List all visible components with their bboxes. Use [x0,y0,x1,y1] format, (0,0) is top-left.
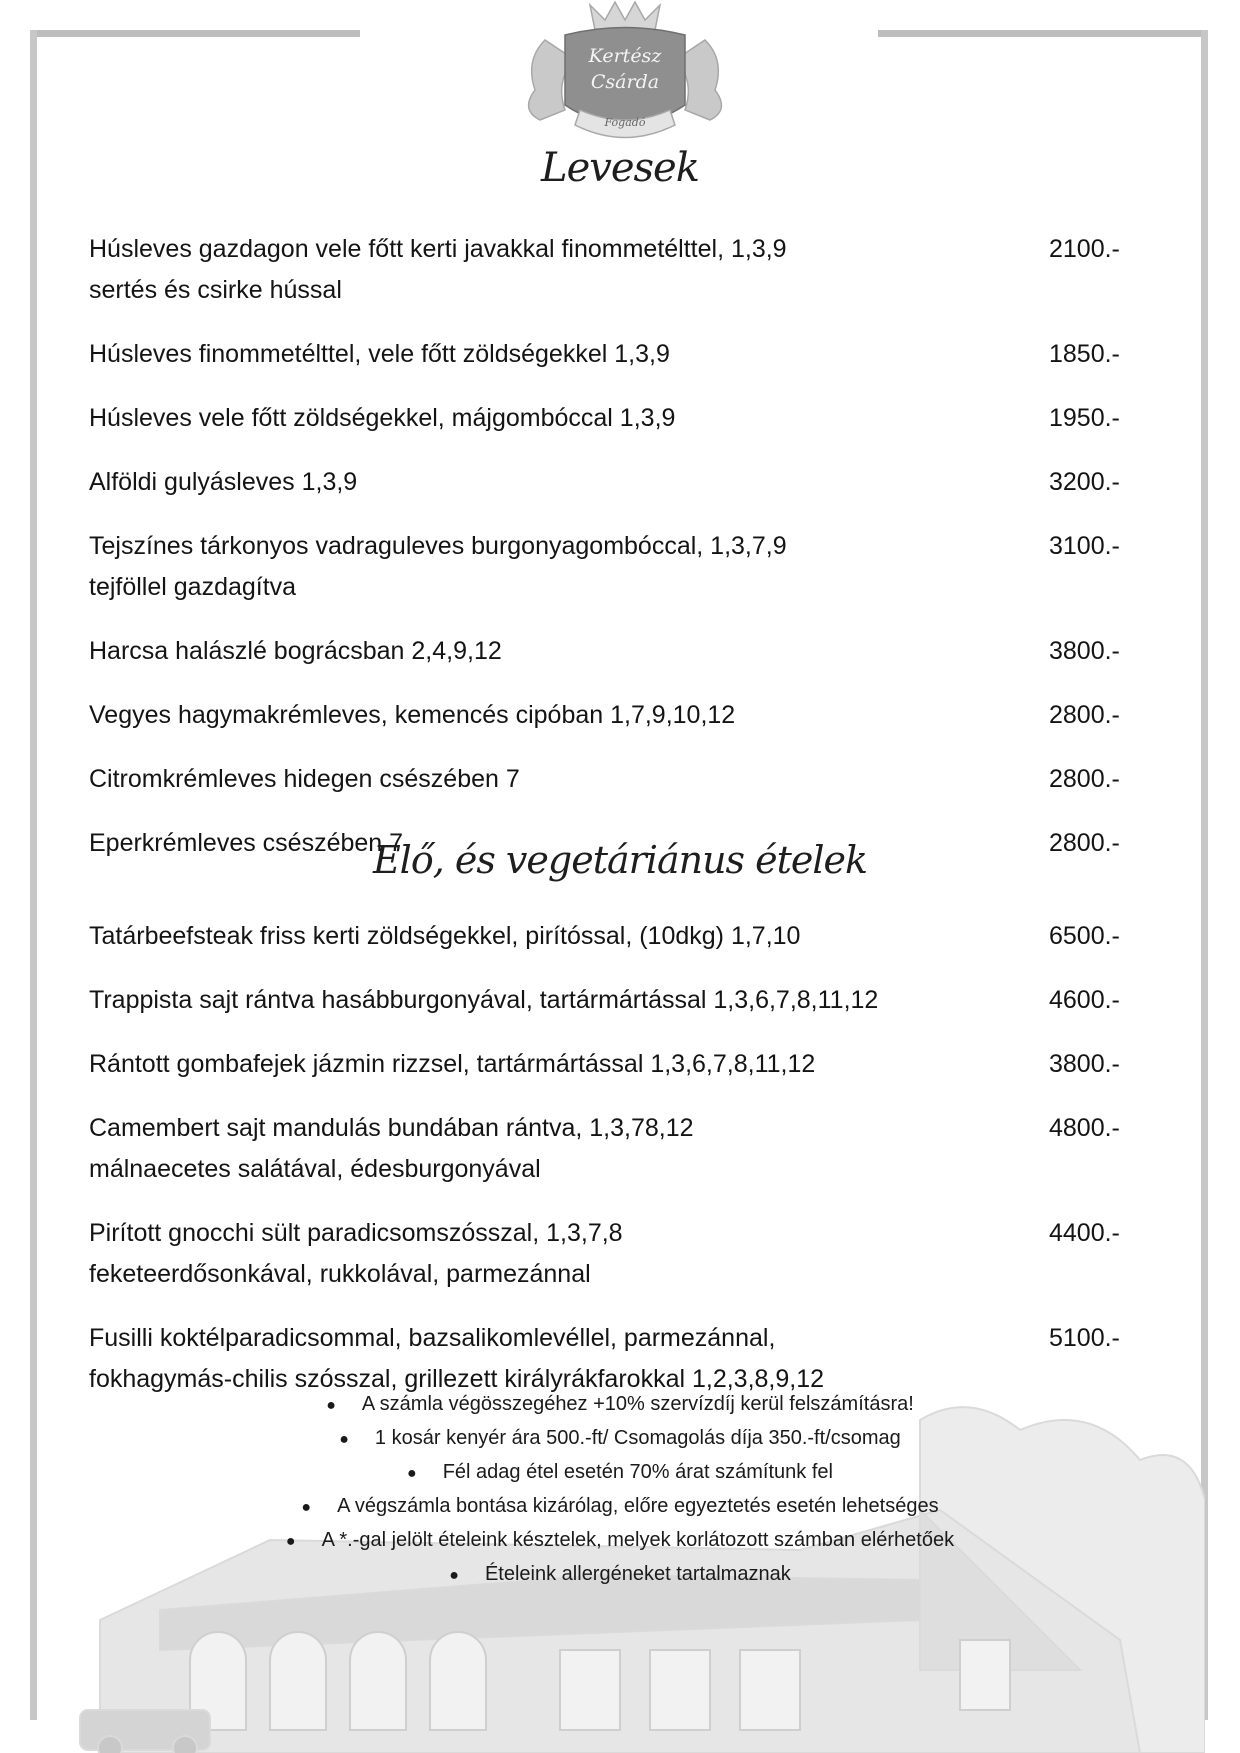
menu-item [89,334,1139,375]
menu-item-price: 3800.- [1049,1050,1120,1078]
note-item [0,1456,1240,1490]
menu-item-price: 3200.- [1049,468,1120,496]
logo-text-line2: Csárda [590,71,660,93]
menu-item-name: Citromkrémleves hidegen csészében 7 [89,765,520,793]
menu-item-price: 4600.- [1049,986,1120,1014]
starters-vegetarian-list [89,916,1139,1423]
menu-item-name: Rántott gombafejek jázmin rizzsel, tartármártással 1,3,6,7,8,11,12 [89,1050,816,1078]
menu-item-price: 4400.- [1049,1219,1120,1247]
menu-item [89,462,1139,503]
menu-item-name: Tejszínes tárkonyos vadraguleves burgonyagombóccal, 1,3,7,9 tejföllel gazdagítva [89,532,787,601]
menu-item [89,631,1139,672]
note-item [0,1490,1240,1524]
menu-item-name: Alföldi gulyásleves 1,3,9 [89,468,358,496]
menu-item-price: 4800.- [1049,1114,1120,1142]
bullet-icon: ● [449,1567,459,1584]
menu-item [89,229,1139,311]
menu-item-price: 1850.- [1049,340,1120,368]
menu-item-price: 2800.- [1049,701,1120,729]
note-item [0,1422,1240,1456]
note-item [0,1558,1240,1592]
menu-item-price: 6500.- [1049,922,1120,950]
menu-item [89,980,1139,1021]
menu-item-name: Vegyes hagymakrémleves, kemencés cipóban 1,7,9,10,12 [89,701,736,729]
bullet-icon: ● [285,1533,296,1550]
menu-item-name: Húsleves finommetélttel, vele főtt zöldségekkel 1,3,9 [89,340,670,368]
menu-item-name: Pirított gnocchi sült paradicsomszósszal, 1,3,7,8 feketeerdősonkával, rukkolával, parmezánnal [89,1219,623,1288]
logo-text-line1: Kertész [588,45,662,67]
menu-item-price: 5100.- [1049,1324,1120,1352]
note-text: A *.-gal jelölt ételeink késztelek, melyek korlátozott számban elérhetőek [321,1529,955,1551]
kertesz-csarda-logo [505,0,745,160]
menu-item-price: 1950.- [1049,404,1120,432]
note-text: Ételeink allergéneket tartalmaznak [484,1563,791,1585]
note-item [0,1524,1240,1558]
logo-text-line3: Fogadó [604,116,646,129]
menu-item-name: Harcsa halászlé bográcsban 2,4,9,12 [89,637,502,665]
menu-item [89,916,1139,957]
menu-item-name: Húsleves gazdagon vele főtt kerti javakkal finommetélttel, 1,3,9 sertés és csirke hússal [89,235,787,304]
menu-item-name: Trappista sajt rántva hasábburgonyával, tartármártással 1,3,6,7,8,11,12 [89,986,879,1014]
note-text: A végszámla bontása kizárólag, előre egyeztetés esetén lehetséges [337,1495,939,1517]
section-title-starters-vegetarian: Elő, és vegetáriánus ételek [372,838,868,882]
menu-item-name: Eperkrémleves csészében 7 [89,829,404,857]
note-text: A számla végösszegéhez +10% szervízdíj kerül felszámításra! [361,1393,914,1415]
menu-item-price: 3800.- [1049,637,1120,665]
note-text: 1 kosár kenyér ára 500.-ft/ Csomagolás díja 350.-ft/csomag [374,1427,901,1449]
frame-top-left [30,30,360,37]
menu-item-name: Húsleves vele főtt zöldségekkel, májgombóccal 1,3,9 [89,404,676,432]
menu-item-name: Tatárbeefsteak friss kerti zöldségekkel, pirítóssal, (10dkg) 1,7,10 [89,922,801,950]
menu-item [89,1044,1139,1085]
menu-item [89,1108,1139,1190]
menu-item-price: 2800.- [1049,829,1120,857]
menu-item [89,526,1139,608]
note-text: Fél adag étel esetén 70% árat számítunk fel [442,1461,833,1483]
bullet-icon: ● [301,1499,312,1516]
menu-item-name: Camembert sajt mandulás bundában rántva, 1,3,78,12 málnaecetes salátával, édesburgonyával [89,1114,694,1183]
bullet-icon: ● [339,1431,349,1448]
soups-list [89,229,1139,887]
bullet-icon: ● [326,1397,336,1414]
menu-item [89,759,1139,800]
menu-item [89,1213,1139,1295]
menu-item-price: 3100.- [1049,532,1120,560]
bullet-icon: ● [407,1465,417,1482]
menu-item-name: Fusilli koktélparadicsommal, bazsalikomlevéllel, parmezánnal, fokhagymás-chilis szósszal, grillezett királyrákfarokkal 1,2,3,8,9,12 [89,1324,825,1393]
section-title-soups: Levesek [541,145,699,191]
frame-top-right [878,30,1208,37]
note-item [0,1388,1240,1422]
menu-item-price: 2100.- [1049,235,1120,263]
menu-item [89,398,1139,439]
menu-item-price: 2800.- [1049,765,1120,793]
menu-item [89,695,1139,736]
notes-list [0,1388,1240,1592]
